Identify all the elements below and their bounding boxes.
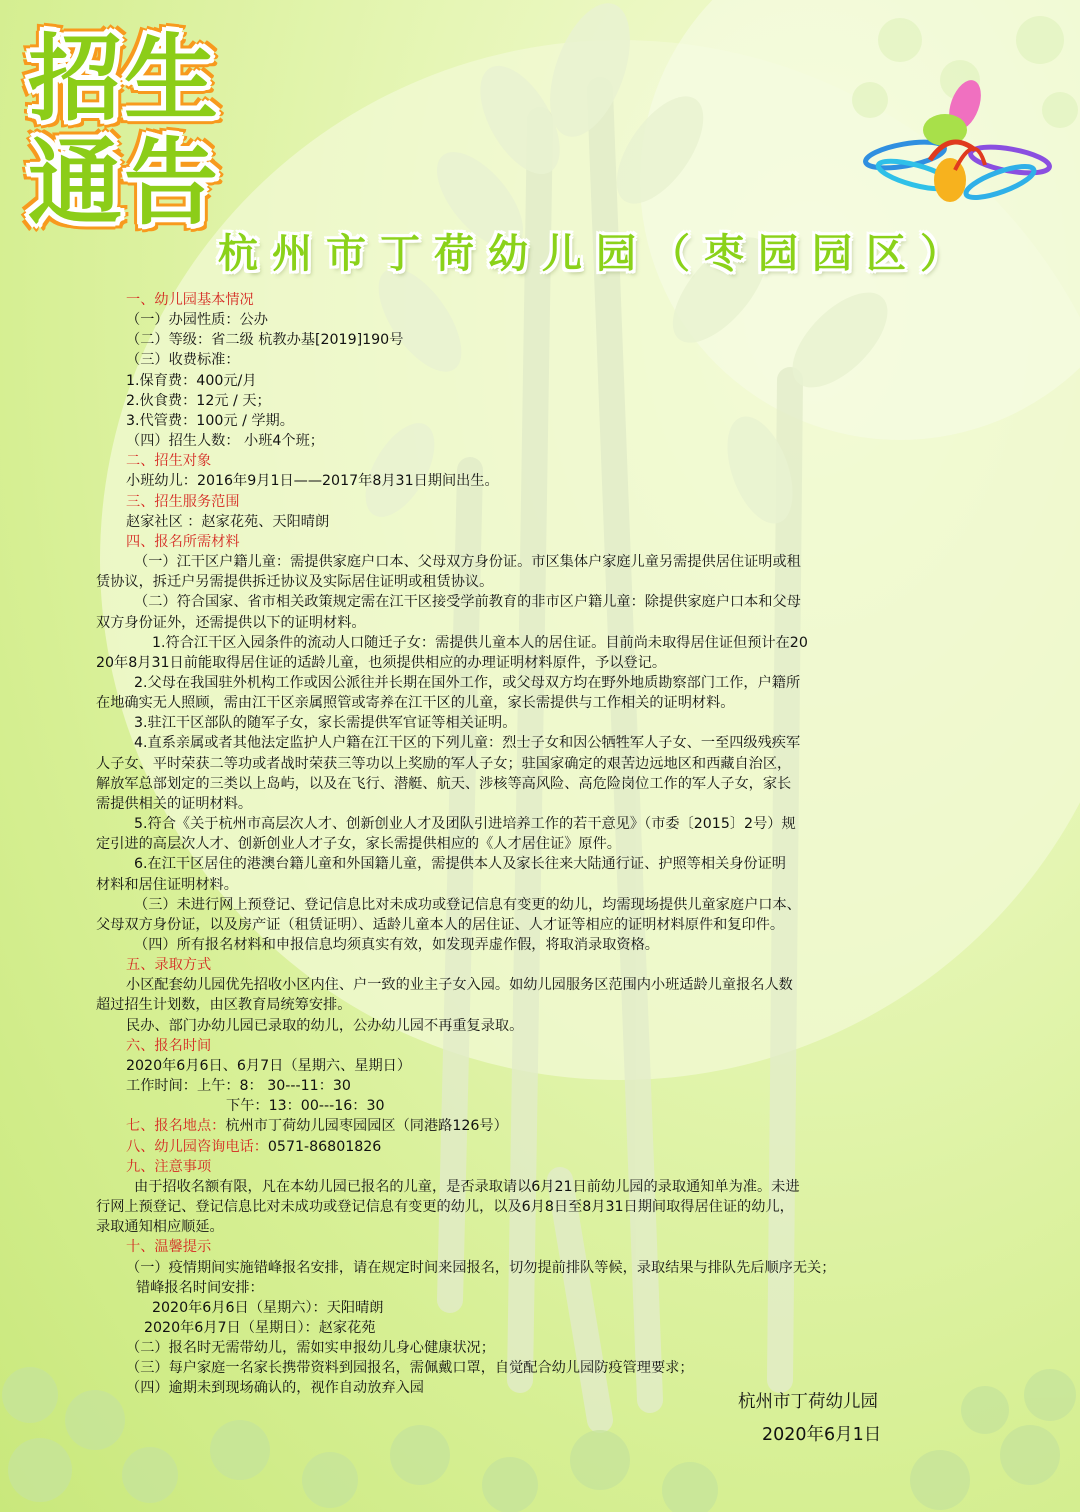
body-line: 录取通知相应顺延。 [96, 1219, 224, 1236]
body-line: （二）等级：省二级 杭教办基[2019]190号 [126, 332, 404, 349]
body-line: （一）江干区户籍儿童：需提供家庭户口本、父母双方身份证。市区集体户家庭儿童另需提供居住证明或租 [134, 554, 801, 571]
body-line: 赵家社区 ：赵家花苑、天阳晴朗 [126, 513, 330, 530]
body-line: 4.直系亲属或者其他法定监护人户籍在江干区的下列儿童：烈士子女和因公牺牲军人子女、一至四级残疾军 [134, 735, 801, 752]
body-line: 2020年6月6日、6月7日（星期六、星期日） [126, 1057, 412, 1074]
title-block [28, 25, 238, 238]
body-line: 材料和居住证明材料。 [96, 876, 238, 893]
section-7-heading: 七、报名地点： [126, 1118, 226, 1135]
body-line: 3.驻江干区部队的随军子女，家长需提供军官证等相关证明。 [134, 715, 517, 732]
body-line: 6.在江干区居住的港澳台籍儿童和外国籍儿童，需提供本人及家长往来大陆通行证、护照等相关身份证明 [134, 856, 786, 873]
body-line: 下午：13：00---16：30 [226, 1098, 385, 1115]
body-line: （四）所有报名材料和申报信息均须真实有效，如发现弄虚作假，将取消录取资格。 [134, 937, 659, 953]
address-text: 杭州市丁荷幼儿园枣园园区（同港路126号） [225, 1118, 508, 1135]
body-line: （三）未进行网上预登记、登记信息比对未成功或登记信息有变更的幼儿，均需现场提供儿童家庭户口本、 [134, 896, 801, 913]
school-name: 杭州市丁荷幼儿园（枣园园区） [218, 231, 974, 277]
body-line: 行网上预登记、登记信息比对未成功或登记信息有变更的幼儿，以及6月8日至8月31日期间取得居住证的幼儿， [96, 1199, 794, 1216]
section-6-heading: 六、报名时间 [126, 1037, 212, 1054]
title-line-1: 招生 [28, 25, 221, 134]
body-line: 1.保育费：400元/月 [126, 372, 257, 389]
body-line: 5.符合《关于杭州市高层次人才、创新创业人才及团队引进培养工作的若干意见》（市委〔2015〕2号）规 [134, 816, 796, 833]
section-7-row [96, 1116, 1041, 1136]
body-line: 2.父母在我国驻外机构工作或因公派往并长期在国外工作，或父母双方均在野外地质勘察部门工作，户籍所 [134, 674, 801, 691]
body-line: （一）办园性质：公办 [126, 312, 268, 329]
body-line: （四）招生人数： 小班4个班； [126, 433, 324, 450]
body-line: 双方身份证外，还需提供以下的证明材料。 [96, 614, 366, 631]
title-line-2: 通告 [28, 129, 221, 238]
body-line: （三）收费标准： [126, 352, 240, 369]
body-line: 超过招生计划数，由区教育局统筹安排。 [96, 997, 352, 1014]
section-4-heading: 四、报名所需材料 [126, 533, 240, 550]
body-line: （二）报名时无需带幼儿，需如实申报幼儿身心健康状况； [126, 1340, 495, 1357]
body-line: 小区配套幼儿园优先招收小区内住、户一致的业主子女入园。如幼儿园服务区范围内小班适龄儿童报名人数 [126, 977, 793, 994]
section-8-heading: 八、幼儿园咨询电话： [126, 1138, 268, 1155]
signature-org: 杭州市丁荷幼儿园 [738, 1392, 878, 1412]
phone-text: 0571-86801826 [267, 1138, 382, 1155]
body-line: 定引进的高层次人才、创新创业人才子女，家长需提供相应的《人才居住证》原件。 [96, 836, 621, 853]
body-line: 工作时间：上午：8： 30---11：30 [126, 1078, 351, 1095]
body-line: 解放军总部划定的三类以上岛屿，以及在飞行、潜艇、航天、涉核等高风险、高危险岗位工作的军人子女，家长 [96, 775, 792, 792]
body-line: 小班幼儿：2016年9月1日——2017年8月31日期间出生。 [126, 473, 499, 490]
body-line: 2020年6月7日（星期日）：赵家花苑 [144, 1319, 376, 1336]
body-line: （二）符合国家、省市相关政策规定需在江干区接受学前教育的非市区户籍儿童：除提供家庭户口本和父母 [134, 594, 801, 611]
body-line: （一）疫情期间实施错峰报名安排，请在规定时间来园报名，切勿提前排队等候，录取结果与排队先后顺序无关； [126, 1259, 836, 1276]
section-10-heading: 十、温馨提示 [126, 1239, 212, 1256]
body-line: 由于招收名额有限，凡在本幼儿园已报名的儿童，是否录取请以6月21日前幼儿园的录取通知单为准。未进 [134, 1178, 800, 1195]
section-8-row [96, 1137, 1041, 1157]
body-line: 错峰报名时间安排： [136, 1279, 264, 1296]
section-1-heading: 一、幼儿园基本情况 [126, 292, 254, 308]
body-line: 需提供相关的证明材料。 [96, 795, 253, 812]
body-line: 民办、部门办幼儿园已录取的幼儿，公办幼儿园不再重复录取。 [126, 1017, 524, 1034]
body-line: 20年8月31日前能取得居住证的适龄儿童，也须提供相应的办理证明材料原件，予以登记。 [96, 654, 667, 671]
section-3-heading: 三、招生服务范围 [126, 493, 240, 510]
section-5-heading: 五、录取方式 [126, 957, 212, 974]
notice-body [96, 290, 1041, 1399]
body-line: 1.符合江干区入园条件的流动人口随迁子女：需提供儿童本人的居住证。目前尚未取得居住证但预计在20 [152, 634, 808, 651]
body-line: （三）每户家庭一名家长携带资料到园报名，需佩戴口罩，自觉配合幼儿园防疫管理要求； [126, 1360, 694, 1377]
section-9-heading: 九、注意事项 [126, 1158, 212, 1175]
body-line: 赁协议，拆迁户另需提供拆迁协议及实际居住证明或租赁协议。 [96, 574, 494, 591]
body-line: 人子女、平时荣获二等功或者战时荣获三等功以上奖励的军人子女；驻国家确定的艰苦边远地区和西藏自治区， [96, 755, 792, 772]
body-line: 父母双方身份证，以及房产证（租赁证明）、适龄儿童本人的居住证、人才证等相应的证明材料原件和复印件。 [96, 916, 785, 933]
body-line: 在地确实无人照顾，需由江干区亲属照管或寄养在江干区的儿童，家长需提供与工作相关的证明材料。 [96, 695, 735, 712]
signature-date: 2020年6月1日 [762, 1425, 882, 1445]
body-line: 3.代管费：100元 / 学期。 [126, 412, 294, 429]
body-line: 2020年6月6日（星期六）：天阳晴朗 [152, 1299, 384, 1316]
body-line: （四）逾期未到现场确认的，视作自动放弃入园 [126, 1380, 424, 1397]
body-line: 2.伙食费：12元 / 天； [126, 392, 271, 409]
section-2-heading: 二、招生对象 [126, 453, 212, 470]
